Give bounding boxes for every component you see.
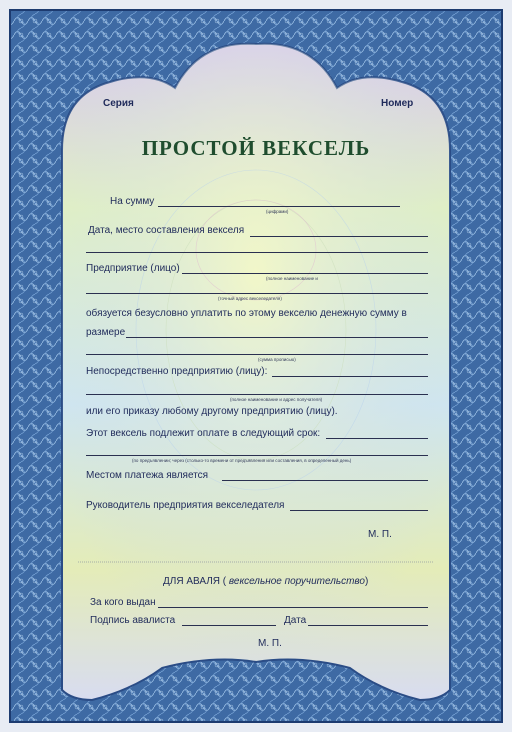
sum-label: На сумму xyxy=(110,196,155,207)
aval-date-label: Дата xyxy=(284,615,307,626)
payee-field-line[interactable] xyxy=(272,376,428,377)
payee-hint: (полное наименование и адрес получателя) xyxy=(230,397,323,402)
stamp-place-label: М. П. xyxy=(368,529,392,540)
date-place-field-line[interactable] xyxy=(250,236,428,237)
amount-hint: (сумма прописью) xyxy=(258,357,296,362)
for-whom-field-line[interactable] xyxy=(158,607,428,608)
series-label: Серия xyxy=(103,98,134,109)
enterprise-hint: (полное наименование и xyxy=(266,276,318,281)
amount-field-line-2[interactable] xyxy=(86,354,428,355)
director-signature-line[interactable] xyxy=(290,510,428,511)
director-label: Руководитель предприятия векселедателя xyxy=(86,500,285,511)
address-field-line[interactable] xyxy=(86,293,428,294)
address-hint: (точный адрес векселедателя) xyxy=(218,296,282,301)
enterprise-field-line[interactable] xyxy=(182,273,428,274)
document-title: ПРОСТОЙ ВЕКСЕЛЬ xyxy=(141,136,371,160)
aval-date-line[interactable] xyxy=(308,625,428,626)
date-place-field-line-2[interactable] xyxy=(86,252,428,253)
payment-place-label: Местом платежа является xyxy=(86,470,209,481)
payment-place-field-line[interactable] xyxy=(222,480,428,481)
sum-hint: (цифрами) xyxy=(266,209,289,214)
term-hint: (по предъявлении; через (столько-то времени от предъявления или составления, в определенный день) xyxy=(132,458,352,463)
number-label: Номер xyxy=(381,98,414,109)
payee-field-line-2[interactable] xyxy=(86,394,428,395)
enterprise-label: Предприятие (лицо) xyxy=(86,263,180,274)
payee-label: Непосредственно предприятию (лицу): xyxy=(86,366,268,377)
for-whom-label: За кого выдан xyxy=(90,597,156,608)
term-field-line-2[interactable] xyxy=(86,455,428,456)
aval-signature-line[interactable] xyxy=(182,625,276,626)
amount-label: размере xyxy=(86,327,126,338)
order-text: или его приказу любому другому предприятию (лицу). xyxy=(86,406,338,417)
date-place-label: Дата, место составления векселя xyxy=(88,225,245,236)
aval-title-italic: вексельное поручительство xyxy=(226,576,365,587)
term-field-line[interactable] xyxy=(326,438,428,439)
amount-field-line[interactable] xyxy=(126,337,428,338)
aval-stamp-place-label: М. П. xyxy=(258,638,282,649)
obligation-text: обязуется безусловно уплатить по этому векселю денежную сумму в xyxy=(86,308,407,319)
aval-signature-label: Подпись авалиста xyxy=(90,615,176,626)
sum-field-line[interactable] xyxy=(158,206,400,207)
aval-title-suffix: ) xyxy=(365,576,369,587)
aval-title xyxy=(163,576,368,588)
aval-title-prefix: ДЛЯ АВАЛЯ ( xyxy=(163,576,227,587)
term-label: Этот вексель подлежит оплате в следующий срок: xyxy=(86,428,321,439)
